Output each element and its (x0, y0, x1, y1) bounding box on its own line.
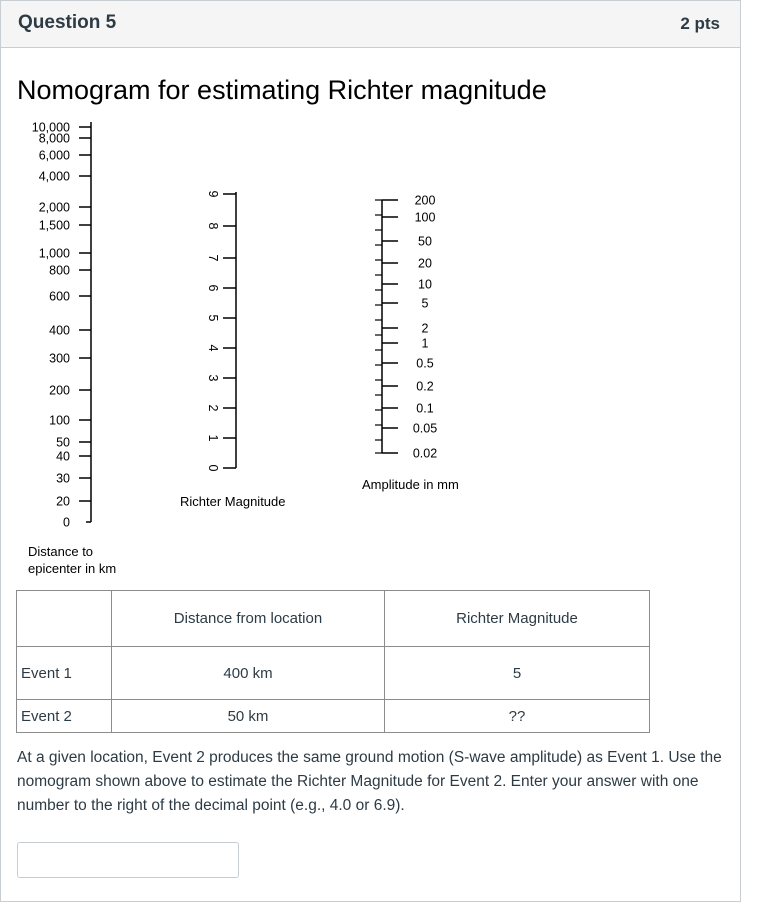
magnitude-tick-label: 7 (206, 254, 220, 262)
distance-tick-label: 10,000 (31, 120, 70, 135)
distance-tick-label: 300 (49, 351, 70, 366)
magnitude-caption: Richter Magnitude (180, 494, 286, 509)
amplitude-scale (375, 194, 437, 461)
nomogram-figure (0, 110, 741, 580)
distance-tick-label: 4,000 (38, 169, 70, 184)
distance-tick-label: 1,000 (38, 246, 70, 261)
magnitude-tick-label: 4 (206, 344, 220, 352)
question-points: 2 pts (680, 14, 720, 33)
distance-tick-label: 200 (49, 383, 70, 398)
distance-scale (32, 121, 91, 530)
amplitude-caption: Amplitude in mm (362, 477, 459, 492)
distance-tick-label: 400 (49, 323, 70, 338)
nomogram-title: Nomogram for estimating Richter magnitude (17, 75, 547, 105)
amplitude-tick-label: 10 (418, 277, 432, 292)
amplitude-tick-label: 0.1 (416, 401, 434, 416)
distance-tick-label: 20 (56, 494, 70, 509)
magnitude-tick-label: 3 (206, 374, 220, 382)
distance-tick-label: 6,000 (38, 148, 70, 163)
amplitude-tick-label: 20 (418, 256, 432, 271)
events-table (16, 590, 650, 733)
amplitude-tick-label: 200 (414, 193, 436, 208)
magnitude-tick-label: 8 (206, 222, 220, 230)
amplitude-tick-label: 0.05 (412, 421, 438, 436)
table-header-distance: Distance from location (112, 591, 385, 647)
distance-tick-label: 600 (49, 289, 70, 304)
amplitude-tick-label: 100 (414, 210, 436, 225)
distance-tick-label: 100 (49, 413, 70, 428)
magnitude-scale (206, 191, 236, 472)
table-header-row (17, 591, 650, 647)
amplitude-tick-label: 50 (418, 234, 432, 249)
row-magnitude: 5 (385, 647, 650, 700)
magnitude-tick-label: 9 (206, 190, 220, 198)
distance-tick-label: 40 (56, 449, 70, 464)
amplitude-tick-label: 0.02 (412, 446, 438, 461)
distance-tick-label: 800 (49, 263, 70, 278)
amplitude-tick-label: 0.2 (416, 379, 434, 394)
amplitude-tick-label: 0.5 (416, 356, 434, 371)
distance-tick-label: 2,000 (38, 200, 70, 215)
magnitude-tick-label: 1 (206, 434, 220, 442)
answer-input[interactable] (17, 842, 239, 878)
amplitude-tick-label: 5 (421, 296, 429, 311)
distance-tick-label: 50 (56, 435, 70, 450)
magnitude-tick-label: 2 (206, 404, 220, 412)
row-distance: 50 km (112, 700, 385, 733)
table-row (17, 647, 650, 700)
distance-caption-2: epicenter in km (28, 561, 117, 576)
distance-tick-label: 0 (63, 515, 70, 530)
table-row (17, 700, 650, 733)
amplitude-tick-label: 2 (421, 321, 429, 336)
row-distance: 400 km (112, 647, 385, 700)
table-header-blank (17, 591, 112, 647)
row-label: Event 1 (17, 647, 112, 700)
question-title: Question 5 (18, 12, 117, 33)
magnitude-tick-label: 6 (206, 284, 220, 292)
distance-tick-label: 1,500 (38, 218, 70, 233)
distance-caption-1: Distance to (28, 544, 94, 559)
question-prompt: At a given location, Event 2 produces the same ground motion (S-wave amplitude) as Event 1. Use the nomogram shown above to estimate the Richter Magnitude for Event 2. Enter your answer with one number to the right of the decimal point (e.g., 4.0 or 6.9). (17, 749, 722, 814)
magnitude-tick-label: 5 (206, 314, 220, 322)
magnitude-tick-label: 0 (206, 464, 220, 472)
distance-tick-label: 30 (56, 471, 70, 486)
amplitude-tick-label: 1 (421, 336, 429, 351)
row-label: Event 2 (17, 700, 112, 733)
distance-tick-label: 8,000 (38, 131, 70, 146)
table-header-magnitude: Richter Magnitude (385, 591, 650, 647)
row-magnitude: ?? (385, 700, 650, 733)
question-header (1, 1, 740, 48)
